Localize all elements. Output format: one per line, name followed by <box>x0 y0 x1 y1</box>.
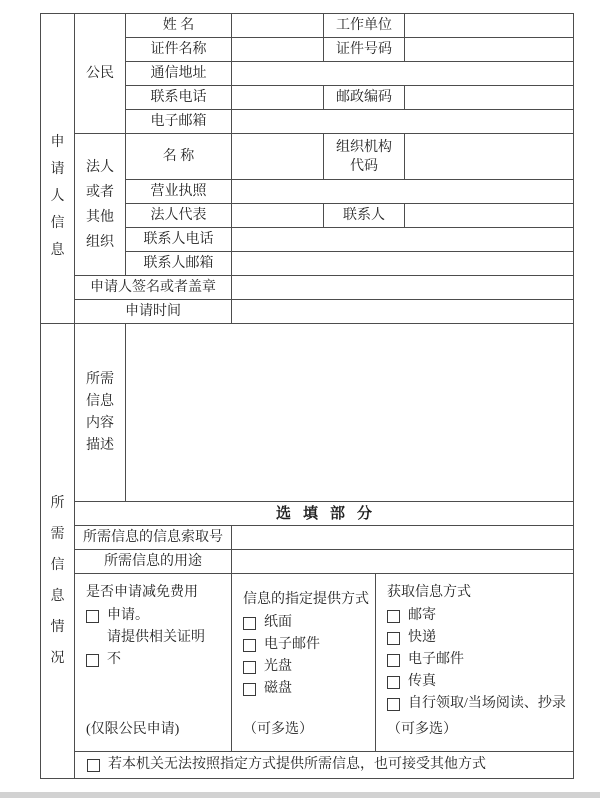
obtain-option-email[interactable] <box>387 653 569 667</box>
org-code-label <box>324 134 405 180</box>
application-date-input-cell[interactable] <box>232 300 574 324</box>
work-unit-input-cell[interactable] <box>405 14 574 38</box>
delivery-option-disk-label: 磁盘 <box>264 681 292 696</box>
contact-phone-input-cell[interactable] <box>232 228 574 252</box>
description-input-cell[interactable] <box>126 324 574 502</box>
id-type-input-cell[interactable] <box>232 38 324 62</box>
fallback-note-cell <box>75 752 574 779</box>
fee-waiver-cell <box>75 574 232 752</box>
contact-email-label: 联系人邮箱 <box>126 252 232 276</box>
business-license-input-cell[interactable] <box>232 180 574 204</box>
purpose-input-cell[interactable] <box>232 550 574 574</box>
fee-waiver-apply-option[interactable] <box>86 609 227 623</box>
organization-group-label-text: 法人或者其他组织 <box>85 159 114 250</box>
delivery-method-footnote: （可多选） <box>243 722 313 737</box>
fallback-note-option[interactable] <box>75 756 573 774</box>
contact-phone-label: 联系人电话 <box>126 228 232 252</box>
delivery-option-cd-label: 光盘 <box>264 659 292 674</box>
obtain-option-self-pickup-label: 自行领取/当场阅读、抄录 <box>408 696 566 711</box>
obtain-option-mail-label: 邮寄 <box>408 608 436 623</box>
optional-section-header: 选填部分 <box>75 502 574 526</box>
obtain-method-title: 获取信息方式 <box>387 585 471 600</box>
checkbox-icon[interactable] <box>387 654 400 667</box>
delivery-option-email[interactable] <box>243 638 371 652</box>
legal-rep-label: 法人代表 <box>126 204 232 228</box>
email-input-cell[interactable] <box>232 110 574 134</box>
obtain-option-mail[interactable] <box>387 609 569 623</box>
fee-waiver-box <box>75 574 231 751</box>
org-name-input-cell[interactable] <box>232 134 324 180</box>
fee-waiver-apply-note-text: 请提供相关证明 <box>107 630 205 645</box>
applicant-section-label <box>41 14 75 324</box>
phone-label: 联系电话 <box>126 86 232 110</box>
postcode-label: 邮政编码 <box>324 86 405 110</box>
id-type-label: 证件名称 <box>126 38 232 62</box>
obtain-option-express[interactable] <box>387 631 569 645</box>
delivery-option-email-label: 电子邮件 <box>264 637 320 652</box>
address-label: 通信地址 <box>126 62 232 86</box>
application-date-label: 申请时间 <box>75 300 232 324</box>
id-number-input-cell[interactable] <box>405 38 574 62</box>
purpose-label: 所需信息的用途 <box>75 550 232 574</box>
name-label: 姓 名 <box>126 14 232 38</box>
checkbox-icon[interactable] <box>243 639 256 652</box>
phone-input-cell[interactable] <box>232 86 324 110</box>
obtain-option-fax[interactable] <box>387 675 569 689</box>
delivery-option-cd[interactable] <box>243 660 371 674</box>
id-number-label: 证件号码 <box>324 38 405 62</box>
checkbox-icon[interactable] <box>387 676 400 689</box>
fee-waiver-decline-label: 不 <box>107 652 121 667</box>
org-code-label-text: 组织机构代码 <box>335 139 392 174</box>
fee-waiver-footnote: (仅限公民申请) <box>86 722 180 737</box>
checkbox-icon[interactable] <box>243 661 256 674</box>
page-bottom-edge <box>0 792 600 798</box>
obtain-method-footnote: （可多选） <box>387 722 457 737</box>
index-number-label: 所需信息的信息索取号 <box>75 526 232 550</box>
checkbox-icon[interactable] <box>387 632 400 645</box>
postcode-input-cell[interactable] <box>405 86 574 110</box>
obtain-option-fax-label: 传真 <box>408 674 436 689</box>
fee-waiver-decline-option[interactable] <box>86 653 227 667</box>
delivery-option-paper[interactable] <box>243 616 371 630</box>
delivery-method-cell <box>232 574 376 752</box>
contact-person-input-cell[interactable] <box>405 204 574 228</box>
description-label <box>75 324 126 502</box>
checkbox-icon[interactable] <box>86 610 99 623</box>
checkbox-icon[interactable] <box>243 617 256 630</box>
fee-waiver-apply-label: 申请。 <box>107 608 149 623</box>
needed-info-section-label-text: 所需信息情况 <box>50 496 65 666</box>
contact-email-input-cell[interactable] <box>232 252 574 276</box>
checkbox-icon[interactable] <box>387 610 400 623</box>
signature-input-cell[interactable] <box>232 276 574 300</box>
org-name-label: 名 称 <box>126 134 232 180</box>
description-label-text: 所需信息内容描述 <box>85 371 114 453</box>
obtain-method-box <box>376 574 573 751</box>
obtain-option-email-label: 电子邮件 <box>408 652 464 667</box>
delivery-method-box <box>232 574 375 751</box>
checkbox-icon[interactable] <box>387 698 400 711</box>
fallback-note-text: 若本机关无法按照指定方式提供所需信息，也可接受其他方式 <box>108 757 486 772</box>
applicant-section-label-text: 申请人信息 <box>50 135 65 258</box>
delivery-method-title: 信息的指定提供方式 <box>243 592 369 607</box>
business-license-label: 营业执照 <box>126 180 232 204</box>
index-number-input-cell[interactable] <box>232 526 574 550</box>
name-input-cell[interactable] <box>232 14 324 38</box>
obtain-option-express-label: 快递 <box>408 630 436 645</box>
organization-group-label <box>75 134 126 276</box>
checkbox-icon[interactable] <box>86 654 99 667</box>
obtain-method-cell <box>376 574 574 752</box>
signature-label: 申请人签名或者盖章 <box>75 276 232 300</box>
application-form-table <box>40 13 574 779</box>
needed-info-section-label <box>41 324 75 779</box>
address-input-cell[interactable] <box>232 62 574 86</box>
checkbox-icon[interactable] <box>87 759 100 772</box>
obtain-option-self-pickup[interactable] <box>387 697 569 711</box>
work-unit-label: 工作单位 <box>324 14 405 38</box>
org-code-input-cell[interactable] <box>405 134 574 180</box>
application-form-sheet <box>40 13 574 779</box>
checkbox-icon[interactable] <box>243 683 256 696</box>
citizen-group-label: 公民 <box>75 14 126 134</box>
delivery-option-disk[interactable] <box>243 682 371 696</box>
contact-person-label: 联系人 <box>324 204 405 228</box>
fee-waiver-apply-note <box>86 631 227 645</box>
email-label: 电子邮箱 <box>126 110 232 134</box>
delivery-option-paper-label: 纸面 <box>264 615 292 630</box>
fee-waiver-title: 是否申请减免费用 <box>86 585 198 600</box>
legal-rep-input-cell[interactable] <box>232 204 324 228</box>
